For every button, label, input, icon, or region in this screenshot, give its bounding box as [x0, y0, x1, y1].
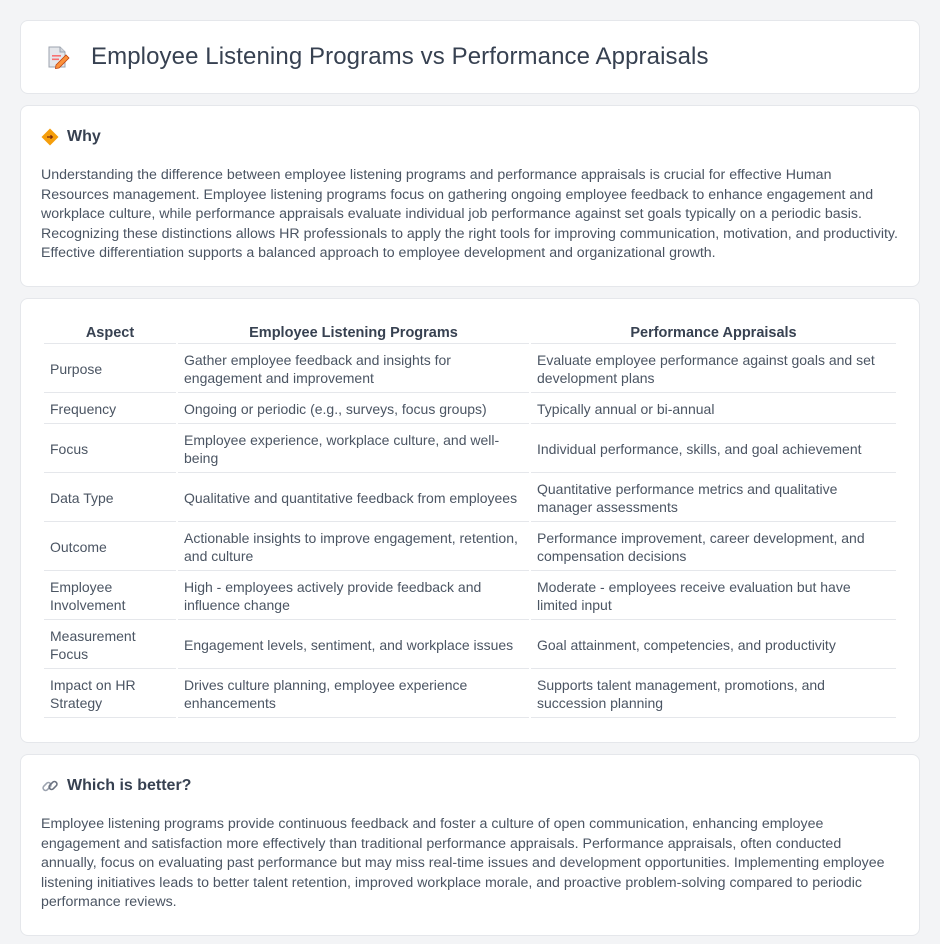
row-listening: Employee experience, workplace culture, and well-being — [178, 426, 529, 473]
comparison-table — [42, 319, 898, 720]
row-aspect: Outcome — [44, 524, 176, 571]
row-listening: Ongoing or periodic (e.g., surveys, focus groups) — [178, 395, 529, 424]
table-header-row — [44, 321, 896, 344]
row-appraisal: Moderate - employees receive evaluation but have limited input — [531, 573, 896, 620]
row-appraisal: Goal attainment, competencies, and productivity — [531, 622, 896, 669]
why-section — [20, 105, 920, 287]
header-aspect: Aspect — [44, 321, 176, 344]
header-listening-programs: Employee Listening Programs — [178, 321, 529, 344]
comparison-table-card — [20, 298, 920, 743]
row-aspect: Data Type — [44, 475, 176, 522]
header-performance-appraisals: Performance Appraisals — [531, 321, 896, 344]
why-heading — [41, 126, 899, 148]
page-title: Employee Listening Programs vs Performance Appraisals — [91, 43, 709, 70]
row-appraisal: Performance improvement, career development, and compensation decisions — [531, 524, 896, 571]
table-row — [44, 622, 896, 669]
row-listening: Drives culture planning, employee experience enhancements — [178, 671, 529, 718]
row-appraisal: Quantitative performance metrics and qualitative manager assessments — [531, 475, 896, 522]
diamond-signpost-icon — [41, 128, 59, 146]
table-row — [44, 475, 896, 522]
row-listening: Qualitative and quantitative feedback from employees — [178, 475, 529, 522]
row-appraisal: Individual performance, skills, and goal achievement — [531, 426, 896, 473]
table-row — [44, 346, 896, 393]
row-appraisal: Typically annual or bi-annual — [531, 395, 896, 424]
row-listening: Gather employee feedback and insights for engagement and improvement — [178, 346, 529, 393]
table-row — [44, 395, 896, 424]
row-aspect: Focus — [44, 426, 176, 473]
which-is-better-section — [20, 754, 920, 936]
table-row — [44, 671, 896, 718]
row-appraisal: Supports talent management, promotions, and succession planning — [531, 671, 896, 718]
row-aspect: Frequency — [44, 395, 176, 424]
link-icon — [41, 777, 59, 795]
table-row — [44, 426, 896, 473]
document-pencil-icon — [45, 44, 71, 70]
row-listening: Engagement levels, sentiment, and workplace issues — [178, 622, 529, 669]
row-aspect: Employee Involvement — [44, 573, 176, 620]
better-text: Employee listening programs provide continuous feedback and foster a culture of open communication, enhancing employee engagement and satisfaction more effectively than traditional performance appraisals. Performance appraisals, often conducted annually, focus on evaluating past performance but may miss real-time issues and development opportunities. Implementing employee listening initiatives leads to better talent retention, improved workplace morale, and proactive problem-solving compared to periodic performance reviews. — [41, 815, 885, 911]
row-aspect: Measurement Focus — [44, 622, 176, 669]
header-card — [20, 20, 920, 94]
row-aspect: Impact on HR Strategy — [44, 671, 176, 718]
row-listening: High - employees actively provide feedback and influence change — [178, 573, 529, 620]
why-title: Why — [67, 128, 101, 145]
row-appraisal: Evaluate employee performance against goals and set development plans — [531, 346, 896, 393]
row-aspect: Purpose — [44, 346, 176, 393]
table-row — [44, 573, 896, 620]
better-heading — [41, 775, 899, 797]
better-title: Which is better? — [67, 776, 192, 794]
row-listening: Actionable insights to improve engagement, retention, and culture — [178, 524, 529, 571]
table-row — [44, 524, 896, 571]
why-text: Understanding the difference between employee listening programs and performance appraisals is crucial for effective Human Resources management. Employee listening programs focus on gathering ongoing employee feedback to enhance engagement and workplace culture, while performance appraisals evaluate individual job performance against set goals typically on a periodic basis. Recognizing these distinctions allows HR professionals to apply the right tools for improving communication, motivation, and productivity. Effective differentiation supports a balanced approach to employee development and organizational growth. — [41, 167, 898, 262]
